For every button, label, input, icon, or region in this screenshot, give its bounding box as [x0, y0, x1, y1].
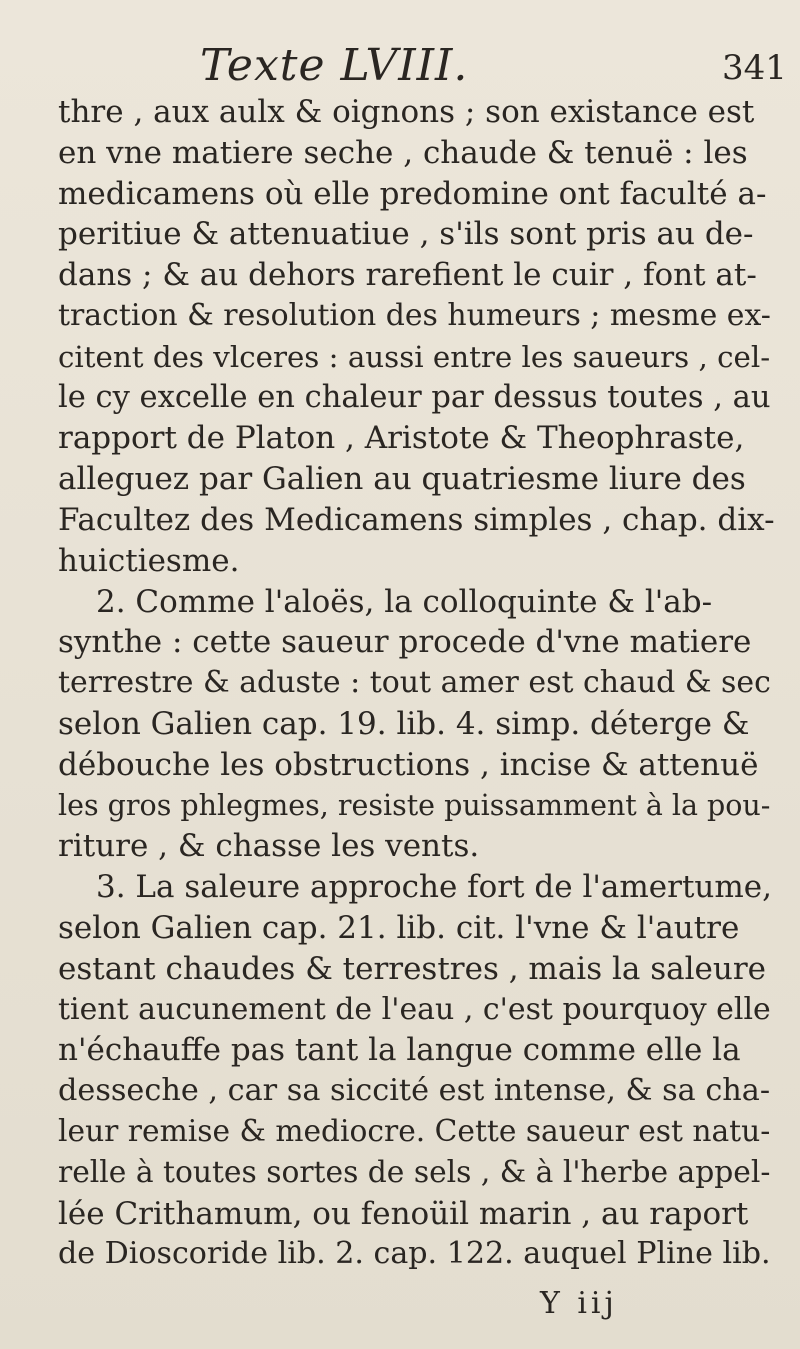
text-line: alleguez par Galien au quatriesme liure des	[58, 461, 746, 498]
text-line: leur remise & mediocre. Cette saueur est natu-	[58, 1113, 771, 1149]
body-text	[58, 92, 778, 1275]
text-line: les gros phlegmes, resiste puissamment à la pou-	[58, 788, 771, 822]
text-line: relle à toutes sortes de sels , & à l'herbe appel-	[58, 1154, 771, 1190]
text-line: selon Galien cap. 21. lib. cit. l'vne & l'autre	[58, 909, 740, 946]
text-line: dans ; & au dehors rarefient le cuir , font at-	[58, 257, 757, 294]
text-line: n'échauffe pas tant la langue comme elle la	[58, 1032, 741, 1069]
text-line: selon Galien cap. 19. lib. 4. simp. déterge &	[58, 705, 750, 742]
page-number: 341	[722, 48, 787, 88]
text-line: riture , & chasse les vents.	[58, 828, 480, 865]
text-line: thre , aux aulx & oignons ; son existance est	[58, 94, 755, 130]
text-line: de Dioscoride lib. 2. cap. 122. auquel Pline lib.	[58, 1236, 771, 1272]
text-line: débouche les obstructions , incise & attenuë	[58, 746, 759, 783]
page-header	[0, 40, 800, 100]
text-line: medicamens où elle predomine ont faculté a-	[58, 175, 767, 212]
text-line: tient aucunement de l'eau , c'est pourquoy elle	[58, 991, 771, 1027]
paragraph-3-start: 3. La saleure approche fort de l'amertume,	[96, 869, 772, 906]
text-line: traction & resolution des humeurs ; mesme ex-	[58, 297, 771, 333]
text-line: huictiesme.	[58, 542, 240, 579]
text-line: synthe : cette saueur procede d'vne matiere	[58, 624, 752, 661]
text-line: citent des vlceres : aussi entre les saueurs , cel-	[58, 339, 771, 374]
text-line: rapport de Platon , Aristote & Theophraste,	[58, 420, 745, 457]
text-line: desseche , car sa siccité est intense, & sa cha-	[58, 1073, 771, 1109]
text-line: Facultez des Medicamens simples , chap. dix-	[58, 501, 775, 538]
text-line: terrestre & aduste : tout amer est chaud & sec	[58, 665, 771, 701]
text-line: lée Crithamum, ou fenoüil marin , au raport	[58, 1195, 749, 1232]
signature-mark: Y iij	[540, 1286, 618, 1321]
paragraph-2-start: 2. Comme l'aloës, la colloquinte & l'ab-	[96, 583, 713, 620]
text-line: le cy excelle en chaleur par dessus toutes , au	[58, 379, 771, 415]
text-line: estant chaudes & terrestres , mais la saleure	[58, 950, 767, 987]
running-title: Texte LVIII.	[200, 40, 469, 91]
text-line: en vne matiere seche , chaude & tenuë : les	[58, 134, 748, 171]
text-line: peritiue & attenuatiue , s'ils sont pris au de-	[58, 216, 754, 253]
